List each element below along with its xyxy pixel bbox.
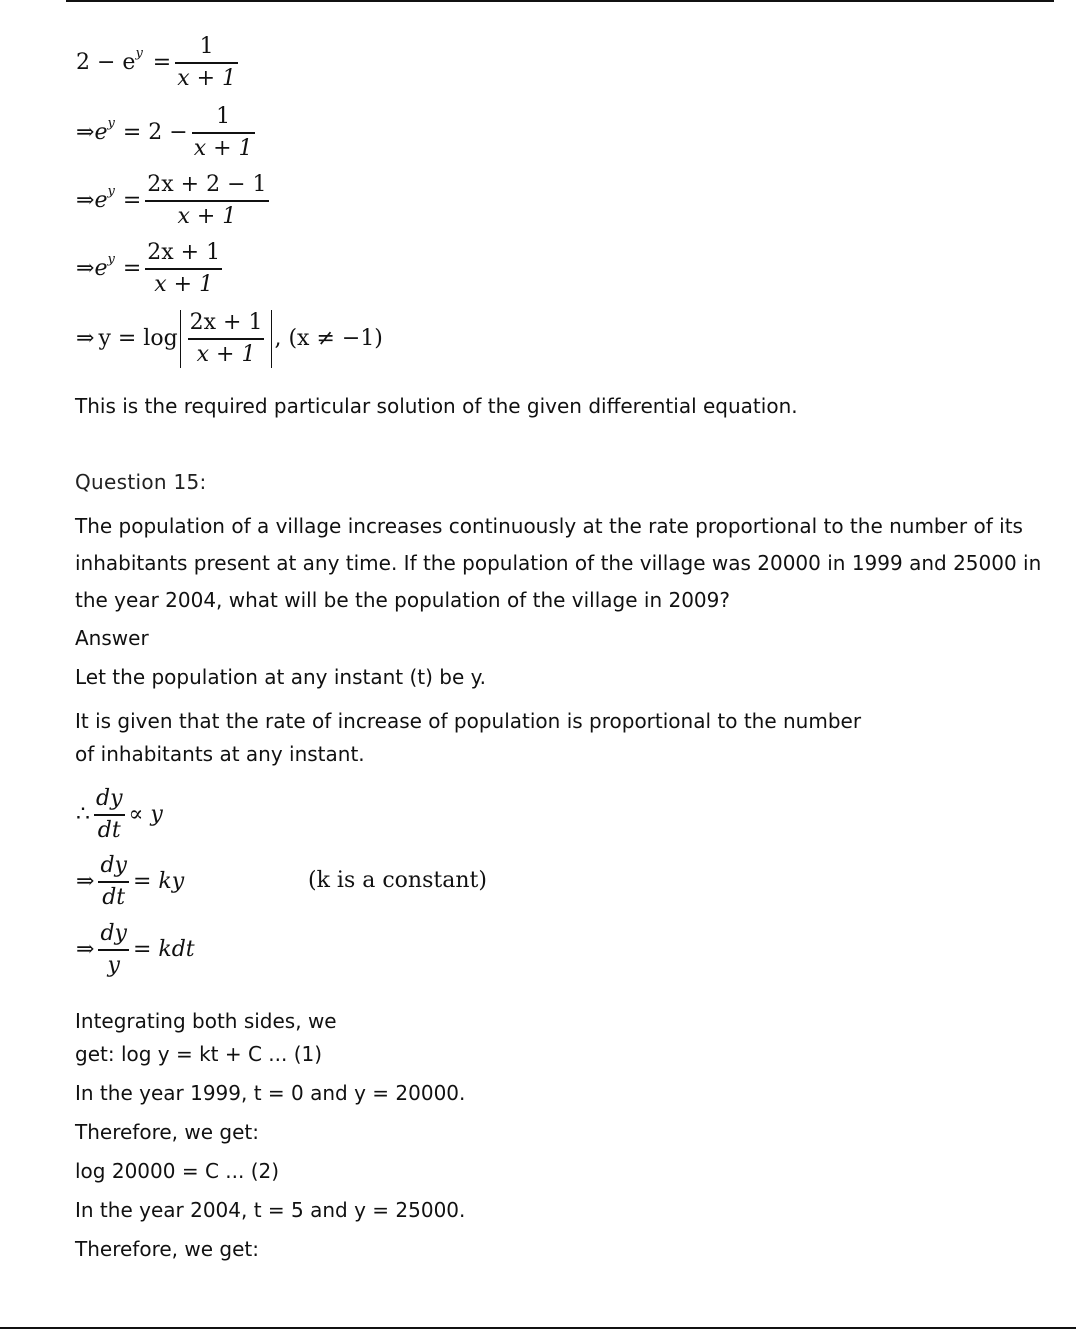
fraction	[188, 310, 265, 368]
rhs: = ky	[132, 869, 185, 895]
solution-line-7: Therefore, we get:	[75, 1237, 259, 1261]
absolute-value	[180, 310, 273, 368]
solution-line-2: get: log y = kt + C ... (1)	[75, 1042, 323, 1066]
fraction	[145, 240, 222, 298]
question-text: The population of a village increases continuously at the rate proportional to the number of its inhabitants present at any time. If the population of the village was 20000 in 1999 and 25000 in the year 2004, what will be the population of the village in 2009?	[75, 514, 1042, 612]
solution-line-6: In the year 2004, t = 5 and y = 25000.	[75, 1198, 466, 1222]
numerator: 2x + 2 − 1	[147, 172, 267, 197]
numerator: 1	[199, 34, 214, 59]
answer-line-2b: of inhabitants at any instant.	[75, 742, 365, 766]
condition: , (x ≠ −1)	[274, 326, 383, 352]
question-label: Question 15:	[75, 470, 207, 494]
exponent: y	[107, 184, 115, 200]
numerator: 2x + 1	[147, 240, 221, 265]
equals: =	[122, 188, 142, 214]
lhs: e	[94, 256, 108, 282]
numerator: dy	[100, 921, 127, 946]
equation-step-4	[76, 240, 226, 298]
solution-line-3: In the year 1999, t = 0 and y = 20000.	[75, 1081, 466, 1105]
proportional-equation	[76, 786, 163, 844]
rate-equation	[76, 853, 184, 911]
equation-step-1	[76, 34, 242, 92]
lhs: y = log	[98, 326, 178, 352]
denominator: x + 1	[196, 341, 256, 367]
denominator: x + 1	[177, 203, 237, 229]
denominator: dt	[97, 817, 121, 843]
equation-step-5	[76, 310, 383, 368]
constant-note: (k is a constant)	[308, 868, 487, 893]
exponent: y	[135, 46, 143, 62]
lhs: e	[94, 188, 108, 214]
numerator: 1	[216, 104, 231, 129]
numerator: 2x + 1	[189, 310, 263, 335]
numerator: dy	[96, 786, 123, 811]
equation-step-2	[76, 104, 259, 162]
implies-arrow: ⇒	[76, 256, 95, 282]
implies-arrow: ⇒	[76, 120, 95, 146]
fraction	[94, 786, 125, 844]
answer-line-2a: It is given that the rate of increase of population is proportional to the number	[75, 709, 862, 733]
conclusion-text: This is the required particular solution of the given differential equation.	[75, 394, 798, 418]
equals: = 2 −	[122, 120, 188, 146]
equals: =	[122, 256, 142, 282]
implies-arrow: ⇒	[76, 937, 95, 963]
fraction	[98, 921, 129, 979]
equals: =	[152, 50, 172, 76]
implies-arrow: ⇒	[76, 188, 95, 214]
exponent: y	[107, 252, 115, 268]
denominator: x + 1	[177, 65, 237, 91]
fraction	[192, 104, 255, 162]
answer-label: Answer	[75, 626, 149, 650]
separated-equation	[76, 921, 195, 979]
exponent: y	[107, 116, 115, 132]
answer-line-1: Let the population at any instant (t) be y.	[75, 665, 486, 689]
top-rule	[66, 0, 1054, 2]
implies-arrow: ⇒	[76, 869, 95, 895]
denominator: y	[107, 952, 120, 978]
lhs: e	[94, 120, 108, 146]
solution-line-5: log 20000 = C ... (2)	[75, 1159, 280, 1183]
implies-arrow: ⇒	[76, 326, 95, 352]
denominator: x + 1	[193, 135, 253, 161]
numerator: dy	[100, 853, 127, 878]
fraction	[145, 172, 268, 230]
fraction	[98, 853, 129, 911]
rhs: = kdt	[132, 937, 195, 963]
solution-line-1: Integrating both sides, we	[75, 1009, 337, 1033]
denominator: dt	[102, 884, 126, 910]
solution-line-4: Therefore, we get:	[75, 1120, 259, 1144]
equation-step-3	[76, 172, 273, 230]
therefore-symbol: ∴	[76, 802, 90, 828]
rhs: ∝ y	[128, 802, 163, 828]
lhs: 2 − e	[76, 50, 136, 76]
fraction	[175, 34, 238, 92]
bottom-rule	[0, 1327, 1076, 1329]
denominator: x + 1	[154, 271, 214, 297]
